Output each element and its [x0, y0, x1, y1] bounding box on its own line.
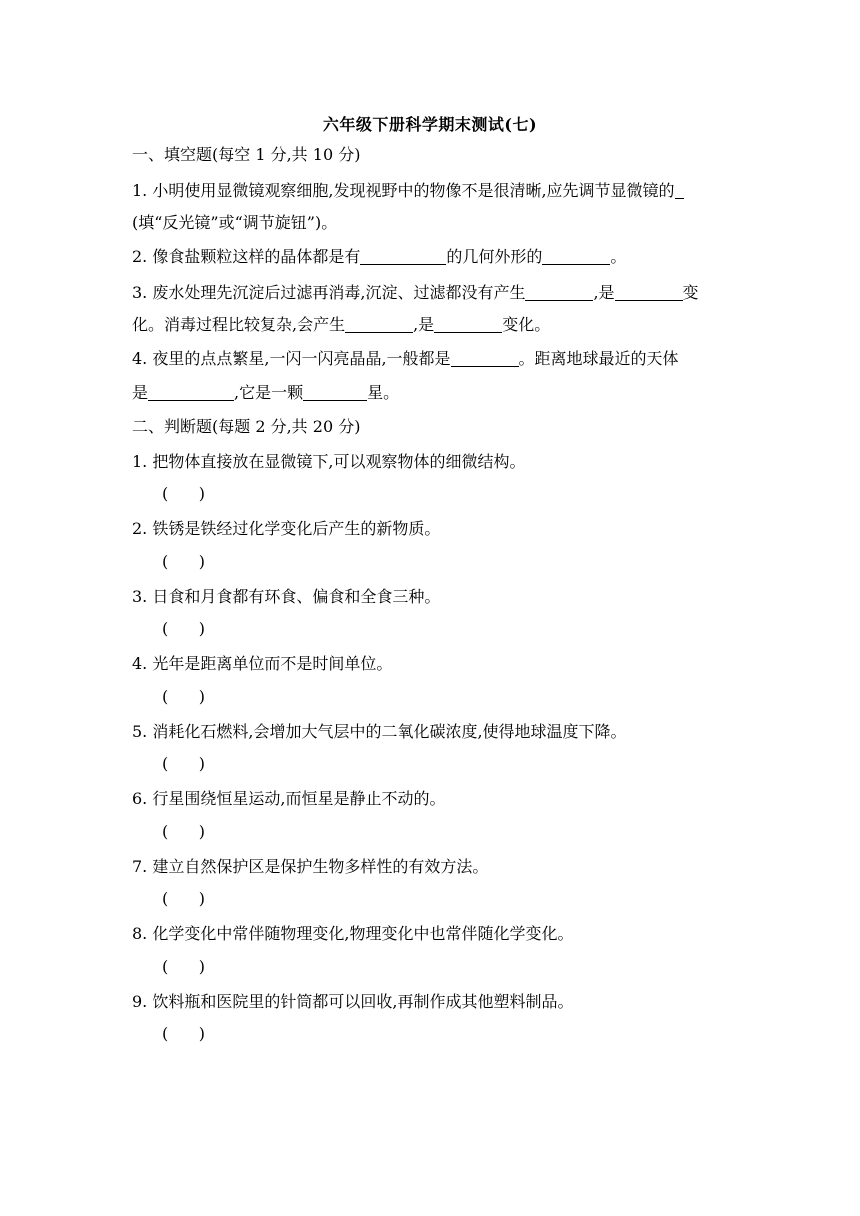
fill-question-4-line-2	[132, 381, 732, 405]
judge-question: 7. 建立自然保护区是保护生物多样性的有效方法。	[132, 857, 489, 876]
question-text: 化。消毒过程比较复杂,会产生	[132, 315, 346, 334]
answer-blank[interactable]	[303, 382, 367, 401]
section-1-heading: 一、填空题(每空 1 分,共 10 分)	[132, 145, 361, 164]
answer-parentheses[interactable]: ( )	[162, 552, 205, 571]
fill-question-3-line-1	[132, 281, 732, 305]
fill-question-1-text: 1. 小明使用显微镜观察细胞,发现视野中的物像不是很清晰,应先调节显微镜的	[132, 181, 675, 200]
question-text: ,它是一颗	[234, 383, 304, 402]
page-title: 六年级下册科学期末测试(七)	[322, 115, 538, 134]
fill-question-4-line-1	[132, 347, 732, 371]
question-text: 变化。	[502, 315, 551, 334]
answer-blank[interactable]	[615, 282, 683, 301]
fill-question-1-line-2: (填“反光镜”或“调节旋钮”)。	[132, 213, 338, 232]
question-text: 2. 像食盐颗粒这样的晶体都是有	[132, 247, 361, 266]
judge-question: 5. 消耗化石燃料,会增加大气层中的二氧化碳浓度,使得地球温度下降。	[132, 722, 627, 741]
answer-parentheses[interactable]: ( )	[162, 957, 205, 976]
question-text: 4. 夜里的点点繁星,一闪一闪亮晶晶,一般都是	[132, 349, 451, 368]
answer-parentheses[interactable]: ( )	[162, 619, 205, 638]
question-text: 的几何外形的	[446, 247, 543, 266]
answer-blank[interactable]	[434, 314, 502, 333]
question-text: 3. 废水处理先沉淀后过滤再消毒,沉淀、过滤都没有产生	[132, 283, 526, 302]
answer-parentheses[interactable]: ( )	[162, 754, 205, 773]
answer-blank[interactable]	[360, 246, 446, 265]
answer-blank[interactable]	[451, 348, 519, 367]
judge-question: 9. 饮料瓶和医院里的针筒都可以回收,再制作成其他塑料制品。	[132, 992, 574, 1011]
answer-blank[interactable]	[148, 382, 234, 401]
answer-parentheses[interactable]: ( )	[162, 484, 205, 503]
judge-question: 3. 日食和月食都有环食、偏食和全食三种。	[132, 587, 441, 606]
question-text: 。距离地球最近的天体	[518, 349, 679, 368]
question-text: 。	[610, 247, 627, 266]
answer-parentheses[interactable]: ( )	[162, 687, 205, 706]
fill-question-2	[132, 245, 732, 269]
answer-parentheses[interactable]: ( )	[162, 1024, 205, 1043]
question-text: ,是	[593, 283, 615, 302]
question-text: 是	[132, 383, 149, 402]
question-text: ,是	[413, 315, 435, 334]
fill-question-3-line-2	[132, 313, 732, 337]
question-text: 星。	[367, 383, 400, 402]
judge-question: 1. 把物体直接放在显微镜下,可以观察物体的细微结构。	[132, 452, 526, 471]
fill-question-1-line-1	[132, 179, 732, 203]
judge-question: 6. 行星围绕恒星运动,而恒星是静止不动的。	[132, 789, 446, 808]
answer-parentheses[interactable]: ( )	[162, 822, 205, 841]
answer-blank[interactable]	[675, 180, 684, 199]
judge-question: 2. 铁锈是铁经过化学变化后产生的新物质。	[132, 519, 441, 538]
answer-blank[interactable]	[542, 246, 610, 265]
answer-blank[interactable]	[345, 314, 413, 333]
judge-question: 4. 光年是距离单位而不是时间单位。	[132, 654, 393, 673]
question-text: 变	[682, 283, 699, 302]
judge-question: 8. 化学变化中常伴随物理变化,物理变化中也常伴随化学变化。	[132, 924, 574, 943]
section-2-heading: 二、判断题(每题 2 分,共 20 分)	[132, 417, 361, 436]
answer-parentheses[interactable]: ( )	[162, 889, 205, 908]
answer-blank[interactable]	[525, 282, 593, 301]
